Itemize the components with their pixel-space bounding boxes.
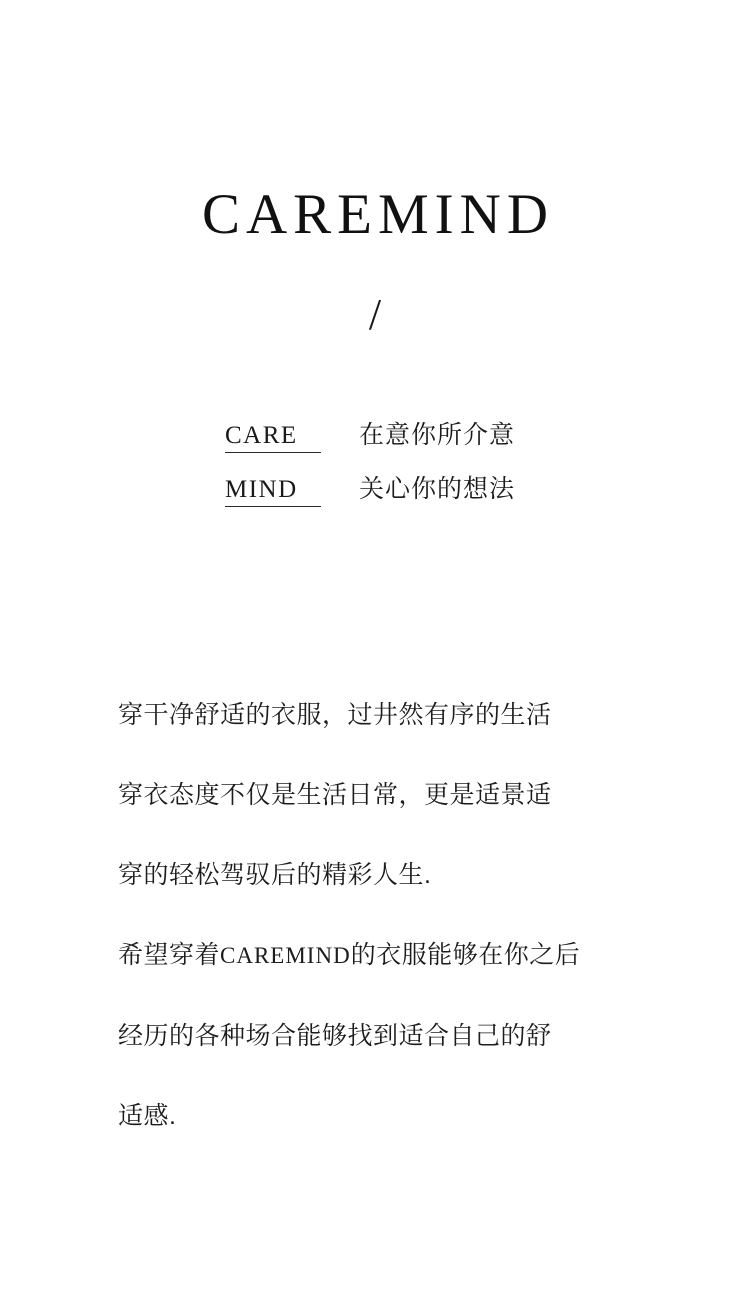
copy-line: 穿干净舒适的衣服，过井然有序的生活 [118, 701, 552, 729]
tagline-block [0, 415, 750, 507]
tagline-cn-care: 在意你所介意 [359, 421, 516, 449]
copy-line4-prefix: 希望穿着 [118, 941, 221, 969]
copy-line: 适感. [118, 1102, 177, 1130]
copy-line: 穿的轻松驾驭后的精彩人生. [118, 861, 432, 889]
divider-slash: / [368, 289, 382, 339]
copy-line4-suffix: 的衣服能够在你之后 [350, 941, 581, 969]
tagline-row [225, 415, 525, 453]
copy-line-with-brand [118, 915, 638, 996]
brand-header [0, 185, 750, 337]
tagline-row [225, 469, 525, 507]
brand-title: CAREMIND [201, 183, 554, 246]
tagline-en-care: CARE [225, 422, 321, 453]
tagline-cn-mind: 关心你的想法 [359, 475, 516, 503]
tagline-en-mind: MIND [225, 476, 321, 507]
body-copy [118, 675, 638, 1156]
copy-line: 经历的各种场合能够找到适合自己的舒 [118, 1022, 552, 1050]
copy-line: 穿衣态度不仅是生活日常，更是适景适 [118, 781, 552, 809]
inline-brand-name: CAREMIND [220, 943, 351, 968]
